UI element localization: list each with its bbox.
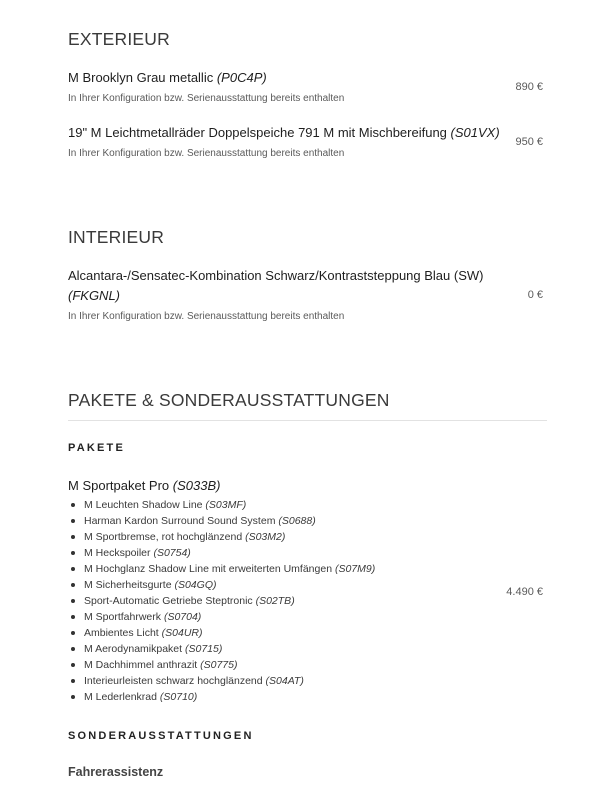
feature-code: (S0704) [163,611,202,623]
category-heading: Fahrerassistenz [68,765,164,779]
feature-code: (S04UR) [161,627,203,639]
list-item [68,657,375,673]
feature-name: M Hochglanz Shadow Line mit erweiterten Umfängen [84,563,333,575]
feature-code: (S0688) [278,515,316,527]
list-item [68,689,375,705]
subheading-pakete: PAKETE [68,442,126,454]
item-note: In Ihrer Konfiguration bzw. Serienausstattung bereits enthalten [68,93,345,104]
feature-name: M Heckspoiler [84,547,151,559]
item-code: (S01VX) [450,125,500,140]
package-name: M Sportpaket Pro [68,478,170,493]
subheading-sonderausstattungen: SONDERAUSSTATTUNGEN [68,730,254,742]
item-name: M Brooklyn Grau metallic [68,70,214,85]
section-title-pakete-sonderausstattungen: PAKETE & SONDERAUSSTATTUNGEN [68,390,390,410]
item-price: 890 € [515,81,543,93]
package-price: 4.490 € [506,586,543,598]
feature-name: M Dachhimmel anthrazit [84,659,198,671]
feature-code: (S0710) [159,691,198,703]
feature-code: (S04AT) [265,675,304,687]
feature-code: (S0775) [200,659,238,671]
feature-code: (S0754) [153,547,191,559]
item-name: Alcantara-/Sensatec-Kombination Schwarz/Kontraststeppung Blau (SW) [68,268,484,283]
list-item [68,561,375,577]
item-name: 19" M Leichtmetallräder Doppelspeiche 791 M mit Mischbereifung [68,125,447,140]
list-item [68,497,375,513]
feature-code: (S03M2) [245,531,286,543]
exterior-item-wheels [68,123,500,143]
section-title-exterieur: EXTERIEUR [68,29,170,49]
feature-code: (S04GQ) [174,579,217,591]
list-item [68,625,375,641]
feature-code: (S0715) [184,643,223,655]
feature-code: (S02TB) [255,595,295,607]
feature-name: Ambientes Licht [84,627,159,639]
package-code: (S033B) [172,478,221,493]
feature-name: Harman Kardon Surround Sound System [84,515,276,527]
feature-name: Interieurleisten schwarz hochglänzend [84,675,263,687]
feature-name: M Leuchten Shadow Line [84,499,203,511]
list-item [68,593,375,609]
package-title [68,476,220,496]
item-price: 950 € [515,136,543,148]
list-item [68,577,375,593]
section-title-interieur: INTERIEUR [68,227,165,247]
list-item [68,673,375,689]
package-feature-list [68,497,375,705]
divider [68,420,547,421]
feature-name: M Sportbremse, rot hochglänzend [84,531,243,543]
item-code: (P0C4P) [216,70,267,85]
feature-code: (S03MF) [205,499,247,511]
list-item [68,609,375,625]
list-item [68,513,375,529]
list-item [68,529,375,545]
feature-name: M Sicherheitsgurte [84,579,172,591]
item-code: (FKGNL) [68,288,120,303]
list-item [68,545,375,561]
list-item [68,641,375,657]
interior-item-upholstery [68,266,508,306]
feature-name: M Lederlenkrad [84,691,157,703]
item-note: In Ihrer Konfiguration bzw. Serienausstattung bereits enthalten [68,311,345,322]
item-price: 0 € [527,289,543,301]
feature-name: Sport-Automatic Getriebe Steptronic [84,595,253,607]
feature-name: M Aerodynamikpaket [84,643,183,655]
exterior-item-paint [68,68,267,88]
item-note: In Ihrer Konfiguration bzw. Serienausstattung bereits enthalten [68,148,345,159]
feature-code: (S07M9) [334,563,376,575]
feature-name: M Sportfahrwerk [84,611,162,623]
